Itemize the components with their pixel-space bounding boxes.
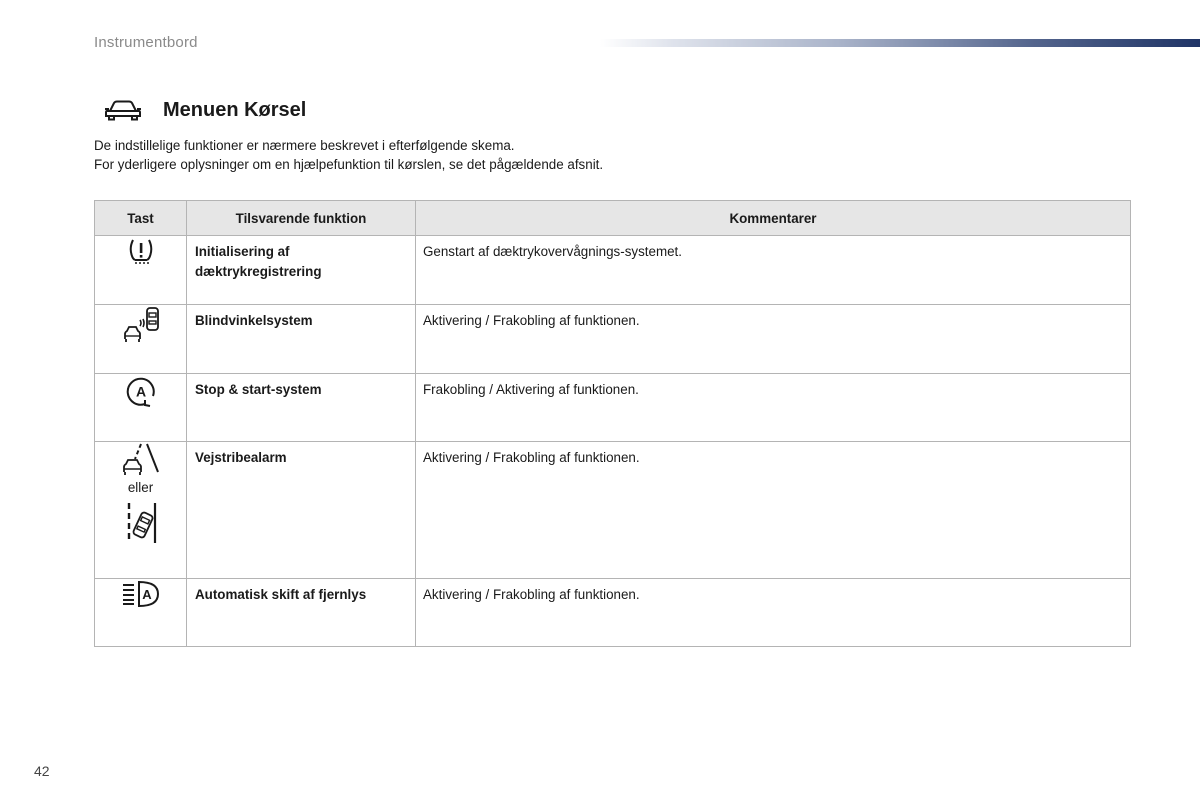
key-icon-stack	[95, 442, 186, 545]
svg-text:A: A	[141, 587, 152, 602]
or-label: eller	[127, 480, 154, 495]
tire-pressure-warning-icon	[126, 236, 156, 266]
intro-line: De indstillelige funktioner er nærmere beskrevet i efterfølgende skema.	[94, 138, 515, 153]
table-row	[95, 305, 1131, 374]
automatic-high-beam-icon	[120, 579, 162, 609]
function-cell: Automatisk skift af fjernlys	[187, 579, 416, 647]
blind-spot-monitoring-icon	[121, 305, 161, 345]
stop-start-icon	[123, 374, 159, 410]
key-cell	[95, 579, 187, 647]
table-row	[95, 374, 1131, 442]
key-cell	[95, 236, 187, 305]
column-header-function: Tilsvarende funktion	[187, 201, 416, 236]
table-header-row	[95, 201, 1131, 236]
intro-text	[94, 136, 1134, 174]
key-cell	[95, 442, 187, 579]
table-row	[95, 236, 1131, 305]
function-cell: Stop & start-system	[187, 374, 416, 442]
running-head-title: Instrumentbord	[94, 34, 198, 51]
svg-text:A: A	[135, 383, 146, 400]
table-row	[95, 442, 1131, 579]
car-icon	[104, 98, 142, 122]
intro-line: For yderligere oplysninger om en hjælpefunktion til kørslen, se det pågældende afsnit.	[94, 157, 604, 172]
comment-cell: Frakobling / Aktivering af funktionen.	[416, 374, 1131, 442]
function-cell: Vejstribealarm	[187, 442, 416, 579]
comment-cell: Aktivering / Frakobling af funktionen.	[416, 442, 1131, 579]
table-row	[95, 579, 1131, 647]
section-heading	[104, 94, 306, 126]
comment-cell: Genstart af dæktrykovervågnings-systemet.	[416, 236, 1131, 305]
page-number: 42	[34, 763, 50, 779]
key-cell	[95, 305, 187, 374]
lane-departure-warning-icon	[121, 442, 161, 476]
comment-cell: Aktivering / Frakobling af funktionen.	[416, 305, 1131, 374]
column-header-key: Tast	[95, 201, 187, 236]
section-title: Menuen Kørsel	[163, 98, 307, 121]
lane-departure-warning-alt-icon	[123, 501, 159, 545]
function-table	[94, 200, 1131, 647]
header-gradient-bar	[600, 39, 1200, 47]
column-header-comments: Kommentarer	[416, 201, 1131, 236]
function-cell: Initialisering af dæktrykregistrering	[187, 236, 416, 305]
comment-cell: Aktivering / Frakobling af funktionen.	[416, 579, 1131, 647]
function-cell: Blindvinkelsystem	[187, 305, 416, 374]
key-cell	[95, 374, 187, 442]
